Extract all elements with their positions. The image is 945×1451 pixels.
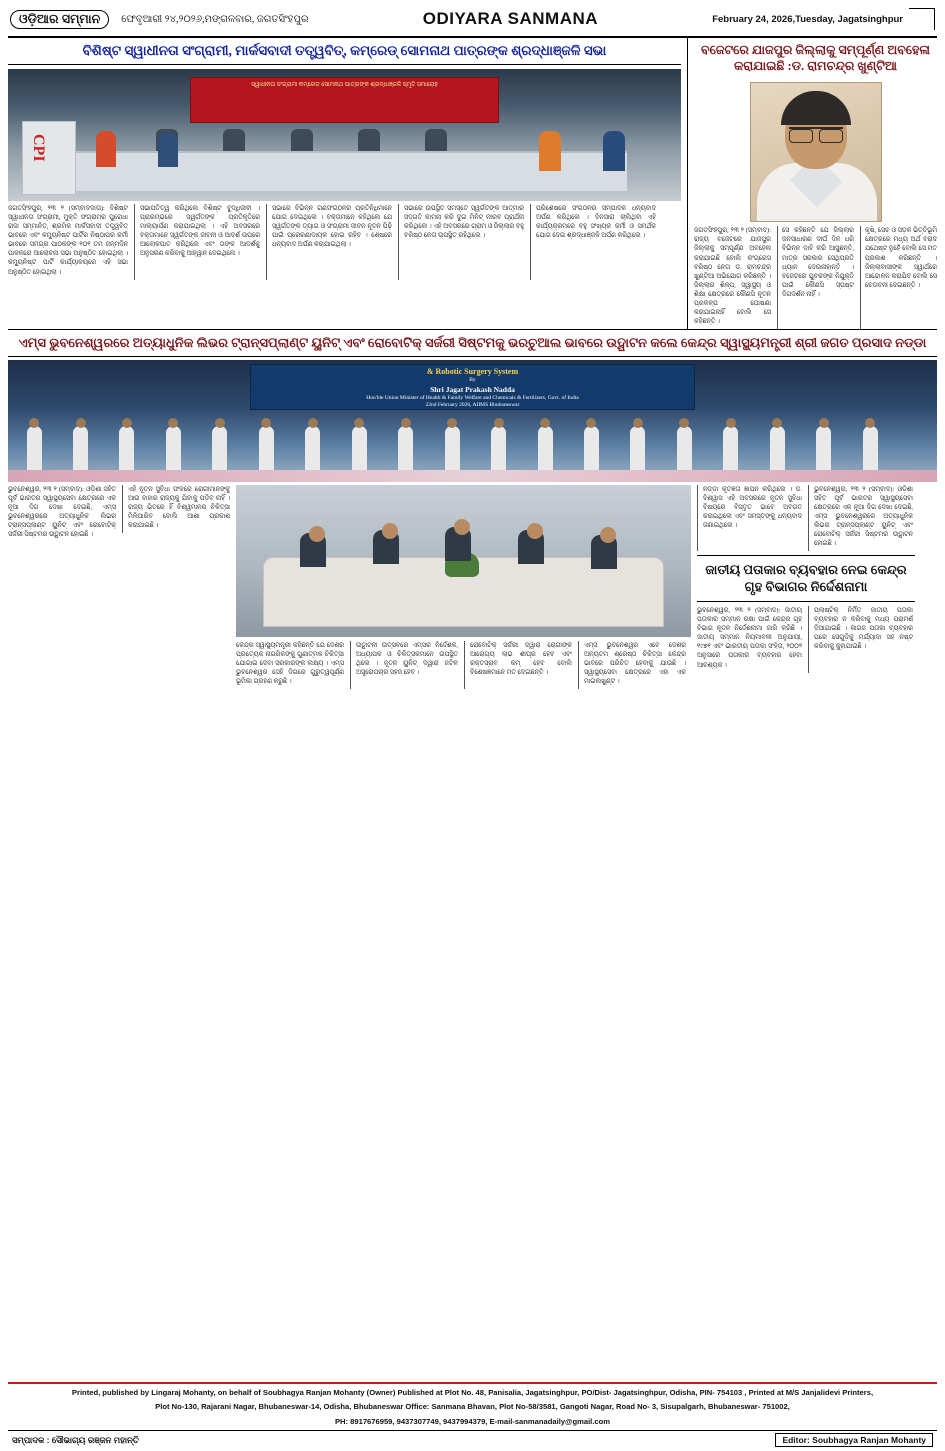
second-story-columns xyxy=(694,226,937,329)
editor-odia-label: ସମ୍ପାଦକ : ସୌଭାଗ୍ୟ ରଞ୍ଜନ ମହାନ୍ତି xyxy=(12,1434,139,1445)
third-headline: ଏମ୍ସ ଭୁବନେଶ୍ୱରରେ ଅତ୍ୟାଧୁନିକ ଲିଭର ଟ୍ରାନ୍ସପ୍ଲାଣ୍ଟ ୟୁନିଟ୍ ଏବଂ ରୋବୋଟିକ୍ ସର୍ଜରୀ ସିଷ୍ଟମକୁ ଭରଚୁଆଲ ଭାବରେ ଉଦ୍ଘାଟନ କଲେ କେନ୍ଦ୍ର ସ୍ୱାସ୍ଥ୍ୟମନ୍ତ୍ରୀ ଶ୍ରୀ ଜଗତ ପ୍ରସାଦ ନଡ୍ଡା xyxy=(8,330,937,356)
fourth-story-columns xyxy=(697,606,915,673)
third-col-3: କେନ୍ଦ୍ର ସ୍ୱାସ୍ଥ୍ୟମନ୍ତ୍ରୀ କହିଛନ୍ତି ଯେ ଦେଶର ପ୍ରତ୍ୟେକ ନାଗରିକଙ୍କୁ ଗୁଣାତ୍ମକ ଚିକିତ୍ସା ଯୋଗାଇ ଦେବା ସରକାରଙ୍କ ଲକ୍ଷ୍ୟ । ଏମ୍ସ ଭୁବନେଶ୍ୱର ସେହି ଦିଗରେ ଗୁରୁତ୍ୱପୂର୍ଣ୍ଣ ଭୂମିକା ଗ୍ରହଣ କରୁଛି । xyxy=(236,641,344,685)
conference-room-photo xyxy=(236,485,691,637)
lead-col-5: ପରିଶେଷରେ ସଂଗଠନର ସମ୍ପାଦକ ଧନ୍ୟବାଦ ଅର୍ପଣ କରିଥିଲେ । ଦିନସାରା ଚାଲିଥିବା ଏହି କାର୍ଯ୍ୟକ୍ରମରେ ବହୁ ସଂଖ୍ୟକ କର୍ମୀ ଓ ସମର୍ଥକ ଯୋଗ ଦେଇ ଶ୍ରଦ୍ଧାଞ୍ଜଳି ଅର୍ପଣ କରିଥିଲେ । xyxy=(530,204,656,280)
imprint-line-2: Plot No-130, Rajarani Nagar, Bhubaneswar-14, Odisha, Bhubaneswar Office: Sanmana Bhavan, Plot No-58/3581, Gangoti Nagar, Road No- 3, Sisupalgarh, Bhubaneswar- 751002, xyxy=(155,1402,790,1412)
third-middle-block xyxy=(236,485,691,689)
lead-headline: ବିଶିଷ୍ଟ ସ୍ୱାଧୀନତା ସଂଗ୍ରାମୀ, ମାର୍କସବାଦୀ ତତ୍ତ୍ୱବିତ୍, କମ୍ରେଡ୍ ସୋମନାଥ ପାତ୍ରଙ୍କ ଶ୍ରଦ୍ଧାଞ୍ଜଳି ସଭା xyxy=(8,38,681,65)
third-story xyxy=(8,330,937,689)
event-screen-banner: & Robotic Surgery System By Shri Jagat Prakash Nadda Hon'ble Union Minister of Health & Family Welfare and Chemicals & Fertilizers, Govt. of India 22nd February 2026, AIIMS Bhubaneswar xyxy=(250,364,696,410)
second-headline: ବଜେଟରେ ଯାଜପୁର ଜିଲ୍ଲାକୁ ସମ୍ପୂର୍ଣ୍ଣ ଅବହେଳା କରାଯାଇଛି :ଡ. ରାମଚନ୍ଦ୍ର ଖୁଣ୍ଟିଆ xyxy=(701,43,930,73)
third-col-4: ଉଦ୍ଘାଟନୀ ଉତ୍ସବରେ ଏମ୍ସର ନିର୍ଦ୍ଦେଶକ, ଅଧ୍ୟାପକ ଓ ଚିକିତ୍ସକମାନେ ଉପସ୍ଥିତ ଥିଲେ । ନୂତନ ୟୁନିଟ୍ ଦ୍ୱାରା ଜଟିଳ ଅସ୍ତ୍ରୋପଚାର ସହଜ ହେବ । xyxy=(350,641,458,689)
lead-story-columns xyxy=(8,204,681,280)
lead-col-1: ଜଗତସିଂହପୁର, ୨୩ ୨ (ସମ୍ବାଦଦାତା): ବିଶିଷ୍ଟ ସ୍ୱାଧୀନତା ସଂଗ୍ରାମୀ, ମୁକ୍ତି ସଂଗ୍ରାମର ପୁରୋଧା ରାଜା ସମ୍ମାନିତ, ଶ୍ରମିକ ମାର୍କସବାଦୀ ତତ୍ତ୍ୱବିତ୍ ଭାବରେ ଏବଂ କମ୍ୟୁନିଷ୍ଟ ପାର୍ଟିର ନିଷ୍ଠାପର କର୍ମୀ ଭାବରେ ସମଗ୍ର ପାଠକଙ୍କ ୧୦୧ ତମ ଜନ୍ମଦିନ ପାଳନରେ ଆଲୋଚନା ସଭା ଅନୁଷ୍ଠିତ ହୋଇଥିଲା । କମ୍ୟୁନିଷ୍ଟ ପାର୍ଟି କାର୍ଯ୍ୟାଳୟରେ ଏହି ସଭା ଅନୁଷ୍ଠିତ ହୋଇଥିଲା । xyxy=(8,204,128,276)
corner-mark xyxy=(909,8,935,30)
third-col-1: ଭୁବନେଶ୍ୱର, ୨୩ ୨ (ସମ୍ବାଦ): ଓଡ଼ିଶା ସହିତ ପୂର୍ବ ଭାରତର ସ୍ୱାସ୍ଥ୍ୟସେବା କ୍ଷେତ୍ରରେ ଏକ ନୂଆ ଦିଗ ଦେଖା ଦେଇଛି, ଏମ୍ସ ଭୁବନେଶ୍ୱରରେ ଅତ୍ୟାଧୁନିକ ଲିଭର ଟ୍ରାନ୍ସପ୍ଲାଣ୍ଟ ୟୁନିଟ୍ ଏବଂ ରୋବୋଟିକ୍ ସର୍ଜରୀ ସିଷ୍ଟମର ଉଦ୍ଘାଟନ ହୋଇଛି । xyxy=(8,485,116,538)
editor-name: Editor: Soubhagya Ranjan Mohanty xyxy=(775,1433,933,1447)
third-col-6: ଏମ୍ସ ଭୁବନେଶ୍ୱର ଏବେ ଦେଶର ଅନ୍ୟତମ ଶ୍ରେଷ୍ଠ ଚିକିତ୍ସା କେନ୍ଦ୍ର ଭାବରେ ପରିଚିତ ହେବାକୁ ଯାଉଛି । ସ୍ୱାସ୍ଥ୍ୟସେବା କ୍ଷେତ୍ରରେ ଏହା ଏକ ମାଇଲଖୁଣ୍ଟ । xyxy=(578,641,686,689)
flower-decoration xyxy=(8,470,937,482)
third-col-2: ଏହି ନୂତନ ସୁବିଧା ଫଳରେ ରୋଗୀମାନଙ୍କୁ ଆଉ ବାହାର ରାଜ୍ୟକୁ ଯିବାକୁ ପଡ଼ିବ ନାହିଁ । ରାଜ୍ୟ ଭିତରେ ହିଁ ବିଶ୍ୱମାନର ଚିକିତ୍ସା ମିଳିପାରିବ ବୋଲି ଆଶା ପ୍ରକାଶ କରାଯାଇଛି । xyxy=(122,485,230,533)
photo-banner: ସ୍ୱାଧୀନତା ସଂଗ୍ରାମୀ କମ୍ରେଡ ସୋମନାଥ ପାତ୍ରଙ୍କ ଶ୍ରଦ୍ଧାଞ୍ଜଳି ସ୍ମୃତି ସମାରୋହ xyxy=(190,77,500,123)
audience-crowd xyxy=(8,418,937,474)
masthead-date: February 24, 2026,Tuesday, Jagatsinghpur xyxy=(712,13,903,25)
doctor-portrait-photo xyxy=(750,82,882,222)
page-footer xyxy=(8,1382,937,1449)
fourth-headline: ଜାତୀୟ ପତାକାର ବ୍ୟବହାର ନେଇ କେନ୍ଦ୍ର ଗୃହ ବିଭାଗର ନିର୍ଦ୍ଦେଶନାମା xyxy=(697,555,915,602)
masthead xyxy=(8,4,937,38)
third-middle-columns xyxy=(236,641,691,689)
fourth-col-1: ଭୁବନେଶ୍ୱର, ୨୩ ୨ (ସମ୍ବାଦ): ଜାତୀୟ ପତାକାର ସମ୍ମାନ ରକ୍ଷା ପାଇଁ କେନ୍ଦ୍ର ଗୃହ ବିଭାଗ ନୂତନ ନିର୍ଦ୍ଦେଶନାମା ଜାରି କରିଛି । ଜାତୀୟ ସମ୍ମାନ ନିୟମାବଳୀ ଅନୁଯାୟୀ, ୧୯୭୧ ଏବଂ ଭାରତୀୟ ପତାକା ସଂହିତା, ୨୦୦୨ ଅନୁସାରେ ପତାକାର ବ୍ୟବହାର ହେବା ଆବଶ୍ୟକ । xyxy=(697,606,802,669)
lead-col-4: ସଭାରେ ଉପସ୍ଥିତ ସମସ୍ତେ ସ୍ୱର୍ଗତଙ୍କ ଆତ୍ମାର ସଦ୍‌ଗତି କାମନା କରି ଦୁଇ ମିନିଟ୍ ନୀରବ ପ୍ରାର୍ଥନା କରିଥିଲେ । ଏହି ଅବସରରେ ଗ୍ରାମ ଓ ଜିଲ୍ଲାର ବହୁ ବରିଷ୍ଠ ନେତା ଉପସ୍ଥିତ ରହିଥିଲେ । xyxy=(398,204,524,280)
newspaper-title: ODIYARA SANMANA xyxy=(422,9,599,28)
top-section xyxy=(8,38,937,330)
third-col-8: ଭୁବନେଶ୍ୱର, ୨୩ ୨ (ସମ୍ବାଦ): ଓଡ଼ିଶା ସହିତ ପୂର୍ବ ଭାରତର ସ୍ୱାସ୍ଥ୍ୟସେବା କ୍ଷେତ୍ରରେ ଏକ ନୂଆ ଦିଗ ଦେଖା ଦେଇଛି, ଏମ୍ସ ଭୁବନେଶ୍ୱରରେ ଅତ୍ୟାଧୁନିକ ଲିଭର ଟ୍ରାନ୍ସପ୍ଲାଣ୍ଟ ୟୁନିଟ୍ ଏବଂ ରୋବୋଟିକ୍ ସର୍ଜରୀ ସିଷ୍ଟମର ଉଦ୍ଘାଟନ ହୋଇଛି । xyxy=(808,485,913,552)
third-col-7: ନଡ୍ଡା କୃତଜ୍ଞତା ଜ୍ଞାପନ କରିଥିଲେ । ଡ. ବିଶ୍ୱାସ ଏହି ଅବସରରେ ନୂତନ ସୁବିଧା ବିଷୟରେ ବିସ୍ତୃତ ଭାବେ ଅବଗତ କରାଇଥିଲେ ଏବଂ ସମସ୍ତଙ୍କୁ ଧନ୍ୟବାଦ ଜଣାଇଥିଲେ । xyxy=(697,485,802,552)
fourth-col-2: ପ୍ଲାଷ୍ଟିକ୍ ନିର୍ମିତ ଜାତୀୟ ପତାକା ବ୍ୟବହାର ନ କରିବାକୁ ମଧ୍ୟ ପରାମର୍ଶ ଦିଆଯାଇଛି । କାଗଜ ପତାକା ବ୍ୟବହାର ପରେ ସେଗୁଡ଼ିକୁ ମର୍ଯ୍ୟାଦା ସହ ନଷ୍ଟ କରିବାକୁ କୁହାଯାଇଛି । xyxy=(808,606,913,673)
meeting-hall-photo: ସ୍ୱାଧୀନତା ସଂଗ୍ରାମୀ କମ୍ରେଡ ସୋମନାଥ ପାତ୍ରଙ୍କ ଶ୍ରଦ୍ଧାଞ୍ଜଳି ସ୍ମୃତି ସମାରୋହ CPI xyxy=(8,69,681,201)
footer-bar xyxy=(8,1430,937,1449)
lead-story xyxy=(8,38,688,329)
masthead-subtitle: ଫେବୃଆରୀ ୨୪,୨୦୨୬,ମଙ୍ଗଳବାର, ଜଗତସିଂହପୁର xyxy=(121,13,309,25)
third-col-5: ରୋବୋଟିକ୍ ସର୍ଜରୀ ଦ୍ୱାରା ରୋଗୀଙ୍କ ଆରୋଗ୍ୟ ଲାଭ ଶୀଘ୍ର ହେବ ଏବଂ ରକ୍ତସ୍ରାବ କମ୍ ହେବ ବୋଲି ବିଶେଷଜ୍ଞମାନେ ମତ ଦେଇଛନ୍ତି । xyxy=(464,641,572,689)
second-col-3: କୃଷି, ସେଚ ଓ ସଡ଼କ ଭିତ୍ତିଭୂମି କ୍ଷେତ୍ରରେ ମଧ୍ୟ ଅର୍ଥ ବରାଦ ଯଥେଷ୍ଟ ନୁହେଁ ବୋଲି ସେ ମତ ପ୍ରକାଶ କରିଛନ୍ତି । ଜିଲ୍ଲାବାସୀଙ୍କ ସ୍ୱାର୍ଥରେ ଆନ୍ଦୋଳନ କରାଯିବ ବୋଲି ସେ ଚେତାବନୀ ଦେଇଛନ୍ତି । xyxy=(860,226,937,329)
right-rail xyxy=(697,485,915,673)
imprint-line-3: PH: 8917676959, 9437307749, 9437994379, E-mail-sanmanadaily@gmail.com xyxy=(334,1416,611,1426)
right-rail-top-columns xyxy=(697,485,915,552)
third-story-columns xyxy=(8,485,937,689)
aiims-event-photo xyxy=(8,360,937,482)
second-col-2: ସେ କହିଛନ୍ତି ଯେ ଜିଲ୍ଲାର ଜନସାଧାରଣ ଦୀର୍ଘ ଦିନ ଧରି ବିଭିନ୍ନ ଦାବି କରି ଆସୁଛନ୍ତି, ମାତ୍ର ସରକାର ସେଥିପ୍ରତି ଧ୍ୟାନ ଦେଉନାହାନ୍ତି । ବଜେଟରେ ଯୁବକଙ୍କ ନିଯୁକ୍ତି ପାଇଁ କୌଣସି ସ୍ପଷ୍ଟ ଦିଗଦର୍ଶନ ନାହିଁ । xyxy=(777,226,854,329)
lead-col-2: ସଭାପତିତ୍ୱ କରିଥିଲେ ବିଶିଷ୍ଟ ବୁଦ୍ଧିଜୀବୀ । ପ୍ରାରମ୍ଭରେ ସ୍ୱର୍ଗତଙ୍କ ପ୍ରତିକୃତିରେ ମାଲ୍ୟାର୍ପଣ କରାଯାଇଥିଲା । ଏହି ଅବସରରେ ବକ୍ତାମାନେ ସ୍ୱର୍ଗତଙ୍କ ଜୀବନୀ ଓ ଆଦର୍ଶ ଉପରେ ଆଲୋକପାତ କରିଥିଲେ ଏବଂ ତାଙ୍କ ଆଦର୍ଶକୁ ଅନୁସରଣ କରିବାକୁ ଆହ୍ୱାନ ଦେଇଥିଲେ । xyxy=(134,204,260,280)
second-story xyxy=(688,38,937,329)
second-col-1: ଜଗତସିଂହପୁର, ୨୩ ୨ (ସମ୍ବାଦ): ରାଜ୍ୟ ବଜେଟରେ ଯାଜପୁର ଜିଲ୍ଲାକୁ ସମ୍ପୂର୍ଣ୍ଣ ଅବହେଳା କରାଯାଇଛି ବୋଲି କଂଗ୍ରେସ ବରିଷ୍ଠ ନେତା ଡ. ରାମଚନ୍ଦ୍ର ଖୁଣ୍ଟିଆ ଅଭିଯୋଗ କରିଛନ୍ତି । ଜିଲ୍ଲାର ଶିଳ୍ପ, ସ୍ୱାସ୍ଥ୍ୟ ଓ ଶିକ୍ଷା କ୍ଷେତ୍ରରେ କୌଣସି ନୂତନ ପ୍ରକଳ୍ପ ଘୋଷଣା କରାଯାଇନାହିଁ ବୋଲି ସେ କହିଛନ୍ତି । xyxy=(694,227,771,326)
lead-col-3: ସଭାରେ ବିଭିନ୍ନ ଗଣସଂଗଠନର ପ୍ରତିନିଧିମାନେ ଯୋଗ ଦେଇଥିଲେ । ବକ୍ତାମାନେ କହିଥିଲେ ଯେ ସ୍ୱର୍ଗତଙ୍କ ତ୍ୟାଗ ଓ ସଂଗ୍ରାମୀ ଜୀବନ ନୂତନ ପିଢ଼ି ପାଇଁ ପ୍ରେରଣାଦାୟକ ହୋଇ ରହିବ । ଶେଷରେ ଧନ୍ୟବାଦ ଅର୍ପଣ କରାଯାଇଥିଲା । xyxy=(266,204,392,280)
newspaper-logo: ଓଡ଼ିଆର ସମ୍ମାନ xyxy=(10,10,109,29)
imprint-line-1: Printed, published by Lingaraj Mohanty, on behalf of Soubhagya Ranjan Mohanty (Owner) Published at Plot No. 48, Panisalia, Jagatsinghpur, PO/Dist- Jagatsinghpur, Odisha, PIN- 754103 , Printed at M/S Janjalidevi Printers, xyxy=(71,1387,874,1397)
